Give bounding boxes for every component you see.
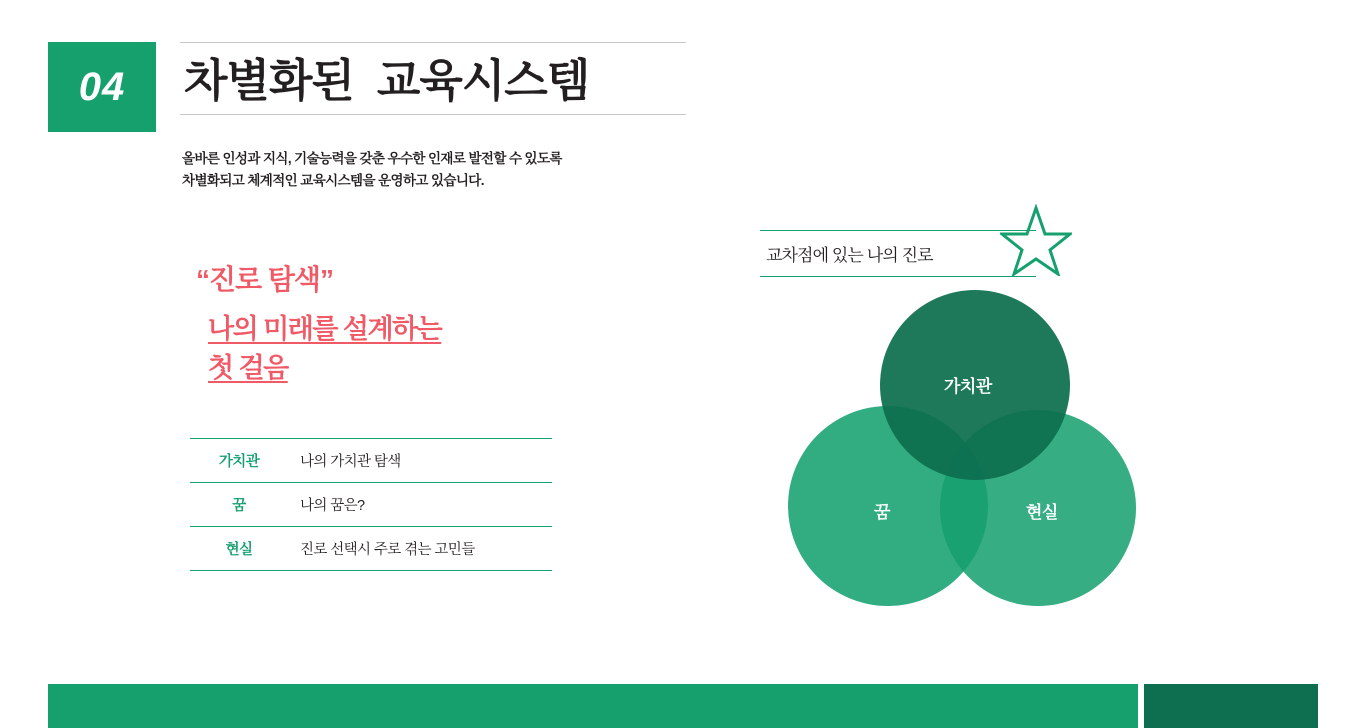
title-block xyxy=(180,42,690,115)
quote-line-2: 나의 미래를 설계하는 xyxy=(208,314,442,344)
subtitle xyxy=(182,148,702,193)
footer-bar-primary xyxy=(48,684,1138,728)
table-cell-value: 나의 꿈은? xyxy=(300,498,365,514)
venn-label-values: 가치관 xyxy=(944,377,992,396)
venn-diagram-figure xyxy=(700,190,1320,640)
table-cell-label: 현실 xyxy=(225,542,253,558)
star-icon xyxy=(1000,204,1072,276)
quote-block xyxy=(196,258,616,388)
table-cell-value: 진로 선택시 주로 겪는 고민들 xyxy=(300,542,475,558)
table-cell-value: 나의 가치관 탐색 xyxy=(300,454,401,470)
table-cell-label: 가치관 xyxy=(218,454,260,470)
venn-label-reality: 현실 xyxy=(1026,503,1058,522)
table-row xyxy=(190,483,552,527)
callout-label: 교차점에 있는 나의 진로 xyxy=(760,230,1036,277)
table-row xyxy=(190,527,552,571)
subtitle-line-1: 올바른 인성과 지식, 기술능력을 갖춘 우수한 인재로 발전할 수 있도록 xyxy=(182,151,562,166)
quote-line-3: 첫 걸음 xyxy=(208,353,288,384)
venn-circles xyxy=(788,290,1148,610)
quote-line-1: “진로 탐색” xyxy=(196,264,333,295)
table-row xyxy=(190,439,552,483)
subtitle-line-2: 차별화되고 체계적인 교육시스템을 운영하고 있습니다. xyxy=(182,173,484,189)
title-rule-bottom xyxy=(180,114,686,115)
slide-number-badge: 04 xyxy=(48,42,156,132)
footer-bar-secondary xyxy=(1144,684,1318,728)
page-title: 차별화된 교육시스템 xyxy=(184,55,590,106)
info-table xyxy=(190,438,552,571)
venn-label-dream: 꿈 xyxy=(874,503,890,522)
table-cell-label: 꿈 xyxy=(232,498,246,514)
